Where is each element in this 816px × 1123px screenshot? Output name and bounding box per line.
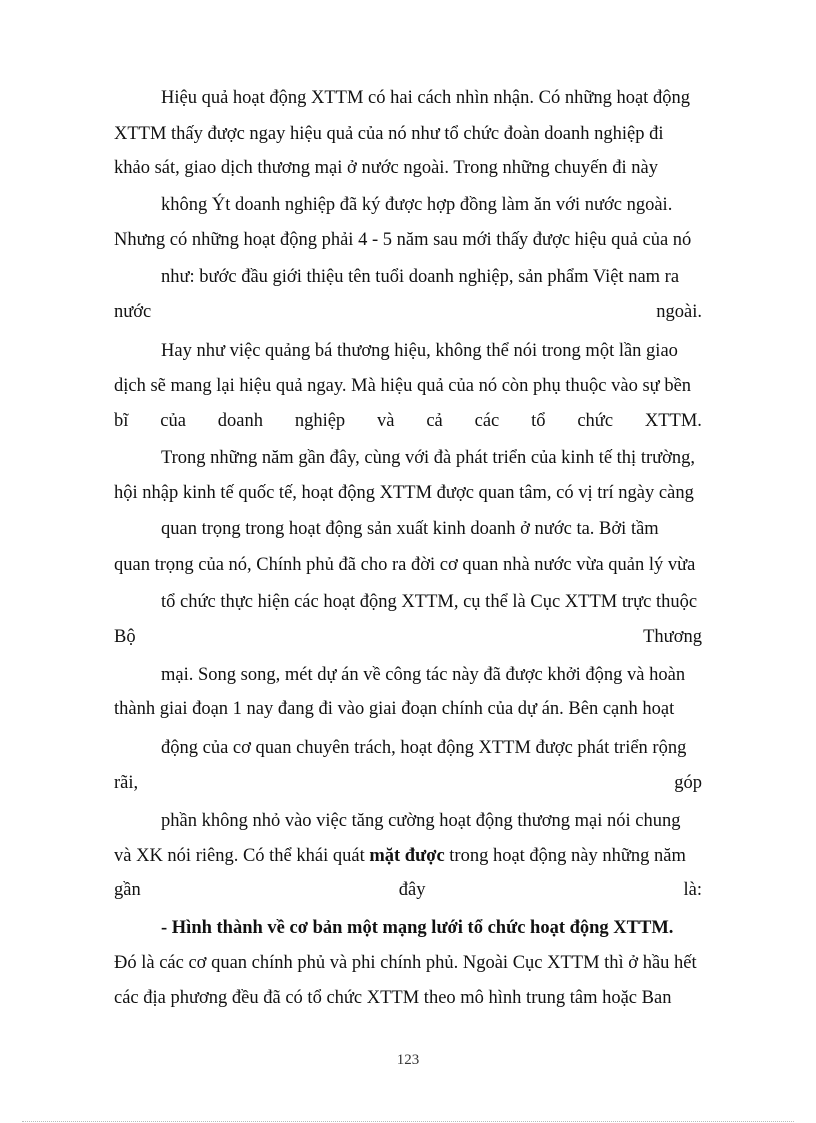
text-line: tổ chức thực hiện các hoạt động XTTM, cụ thể là Cục XTTM trực thuộc <box>161 592 698 612</box>
word: các <box>474 411 500 431</box>
word: Thương <box>643 627 702 647</box>
text-line: XTTM thấy được ngay hiệu quả của nó như tổ chức đoàn doanh nghiệp đi <box>114 124 664 144</box>
text-line: Nhưng có những hoạt động phải 4 - 5 năm sau mới thấy được hiệu quả của nó <box>114 230 692 250</box>
word: cả <box>426 411 443 431</box>
word: doanh <box>217 411 263 431</box>
word: XTTM. <box>644 411 702 431</box>
text-line: quan trọng của nó, Chính phủ đã cho ra đời cơ quan nhà nước vừa quản lý vừa <box>114 555 696 575</box>
word: góp <box>674 773 702 793</box>
text-line: thành giai đoạn 1 nay đang đi vào giai đoạn chính của dự án. Bên cạnh hoạt <box>114 699 675 719</box>
word: nghiệp <box>294 411 346 431</box>
word: của <box>160 411 186 431</box>
word: Bộ <box>114 627 136 647</box>
text-line: Hiệu quả hoạt động XTTM có hai cách nhìn nhận. Có những hoạt động <box>161 88 690 108</box>
section-heading: - Hình thành về cơ bản một mạng lưới tổ chức hoạt động XTTM. <box>161 918 674 938</box>
text-line-spread <box>114 879 702 901</box>
text-line <box>114 845 702 867</box>
text-run: và XK nói riêng. Có thể khái quát <box>114 846 370 866</box>
word: tổ <box>531 411 546 431</box>
page-bottom-divider <box>22 1121 794 1122</box>
page-number: 123 <box>396 1052 420 1068</box>
word: và <box>377 411 395 431</box>
text-line-spread <box>114 410 702 432</box>
text-line: các địa phương đều đã có tổ chức XTTM theo mô hình trung tâm hoặc Ban <box>114 988 672 1008</box>
word: nước <box>114 302 152 322</box>
bold-text-run: mặt được <box>369 846 445 866</box>
word: chức <box>577 411 614 431</box>
word: rãi, <box>114 773 139 793</box>
text-line: quan trọng trong hoạt động sản xuất kinh doanh ở nước ta. Bởi tầm <box>161 519 659 539</box>
text-line: hội nhập kinh tế quốc tế, hoạt động XTTM được quan tâm, có vị trí ngày càng <box>114 483 694 503</box>
text-line: Hay như việc quảng bá thương hiệu, không thể nói trong một lần giao <box>161 341 678 361</box>
text-line-spread <box>114 301 702 323</box>
text-line-spread <box>114 626 702 648</box>
text-line: Đó là các cơ quan chính phủ và phi chính phủ. Ngoài Cục XTTM thì ở hầu hết <box>114 953 697 973</box>
word: ngoài. <box>656 302 702 322</box>
text-line: động của cơ quan chuyên trách, hoạt động XTTM được phát triển rộng <box>161 738 687 758</box>
text-line: dịch sẽ mang lại hiệu quả ngay. Mà hiệu quả của nó còn phụ thuộc vào sự bền <box>114 376 692 396</box>
word: là: <box>683 880 702 900</box>
text-line: mại. Song song, mét dự án về công tác này đã được khởi động và hoàn <box>161 665 686 685</box>
word: gần <box>114 880 141 900</box>
text-line: không Ýt doanh nghiệp đã ký được hợp đồng làm ăn với nước ngoài. <box>161 195 673 215</box>
text-line: khảo sát, giao dịch thương mại ở nước ngoài. Trong những chuyến đi này <box>114 158 658 178</box>
text-line: như: bước đầu giới thiệu tên tuổi doanh nghiệp, sản phẩm Việt nam ra <box>161 267 680 287</box>
text-line-spread <box>114 772 702 794</box>
text-line: phần không nhỏ vào việc tăng cường hoạt động thương mại nói chung <box>161 811 681 831</box>
text-line: Trong những năm gần đây, cùng với đà phát triển của kinh tế thị trường, <box>161 448 696 468</box>
word: bĩ <box>114 411 129 431</box>
word: đây <box>398 880 426 900</box>
text-run: trong hoạt động này những năm <box>444 846 686 866</box>
